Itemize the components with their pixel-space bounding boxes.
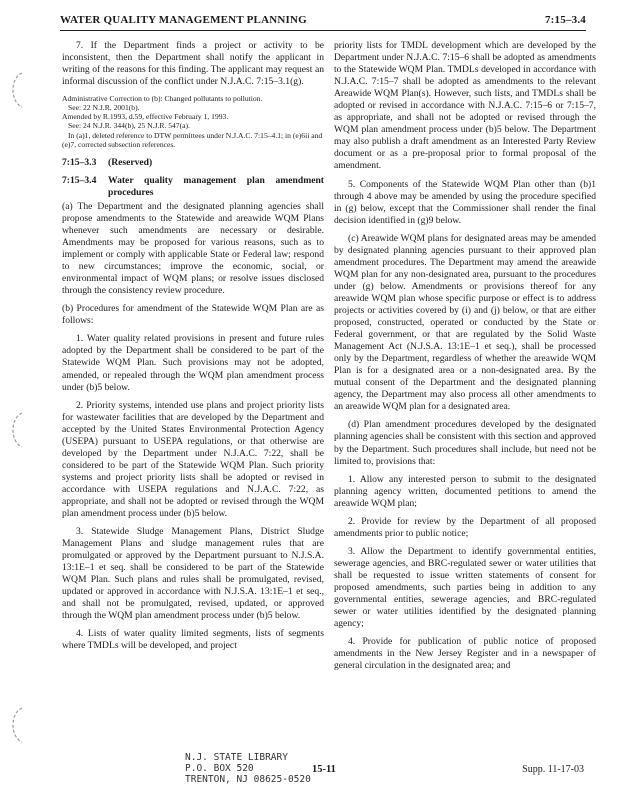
paragraph-d3: 3. Allow the Department to identify governmental entities, sewerage agencies, and BRC-regulated sewer or water utilities that shall be requested to issue written statements of consent for proposed amendments, such parties being in addition to any governmental entities, sewerage agencies, and BRC-regulated sewer or water utilities identified by the designated planning agency; bbox=[334, 545, 596, 630]
header-title: WATER QUALITY MANAGEMENT PLANNING bbox=[60, 14, 307, 26]
history-note: See: 22 N.J.R. 2001(b). bbox=[68, 103, 140, 113]
page-number: 15-11 bbox=[312, 764, 336, 775]
paragraph-b2: 2. Priority systems, intended use plans and project priority lists for wastewater facilities that are developed by the Department and accepted by the United States Environmental Protection Agency (USEPA) pursuant to USEPA regulations, or that otherwise are developed by the Department under N.J.A.C. 7:22, shall be considered to be part of the Statewide WQM Plan. Such priority systems and project priority lists shall be adopted or revised in accordance with USEPA regulations and N.J.A.C. 7:22, as appropriate, and shall not be adopted or revised through the WQM plan amendment process under (b)5 below. bbox=[62, 399, 324, 520]
paragraph-d: (d) Plan amendment procedures developed by the designated planning agencies shall be consistent with this section and approved by the Department. Such procedures shall include, but need not be limited to, provisions that: bbox=[334, 419, 596, 467]
binder-hole-mark bbox=[6, 705, 28, 745]
history-note: See: 24 N.J.R. 344(b), 25 N.J.R. 547(a). bbox=[68, 121, 190, 131]
paragraph-d4: 4. Provide for publication of public notice of proposed amendments in the New Jersey Register and in a newspaper of general circulation in the designated area; and bbox=[334, 636, 596, 672]
paragraph-b1: 1. Water quality related provisions in present and future rules adopted by the Department shall be considered to be part of the Statewide WQM Plan. Such provisions may not be adopted, amended, or repealed through the WQM plan amendment process under (b)5 below. bbox=[62, 333, 324, 393]
left-column bbox=[62, 40, 324, 659]
section-heading-3-3: 7:15–3.3 (Reserved) bbox=[62, 156, 153, 168]
paragraph-b4: 4. Lists of water quality limited segments, lists of segments where TMDLs will be developed, and project bbox=[62, 628, 324, 652]
section-heading-3-4: 7:15–3.4 Water quality management plan amendment procedures bbox=[62, 174, 324, 198]
page-footer bbox=[0, 752, 618, 792]
binder-hole-mark bbox=[6, 410, 28, 450]
history-note: Amended by R.1993, d.59, effective February 1, 1993. bbox=[62, 112, 229, 122]
paragraph-a: (a) The Department and the designated planning agencies shall propose amendments to the Statewide and areawide WQM Plans whenever such amendments are necessary or desirable. Amendments may be proposed for various reasons, such as to implement or comply with applicable State or Federal law; respond to new circumstances; improve the economic, social, or environmental impact of WQM plans; or resolve issues disclosed through the consistency review procedure. bbox=[62, 200, 324, 297]
paragraph-d2: 2. Provide for review by the Department of all proposed amendments prior to public notice; bbox=[334, 515, 596, 539]
right-column bbox=[334, 40, 596, 678]
binder-hole-mark bbox=[6, 70, 28, 110]
paragraph-b: (b) Procedures for amendment of the Statewide WQM Plan are as follows: bbox=[62, 303, 324, 327]
running-header bbox=[60, 12, 586, 31]
supplement-date: Supp. 11-17-03 bbox=[522, 764, 584, 775]
history-note: In (a)1, deleted reference to DTW permittees under N.J.A.C. 7:15–4.1; in (e)6ii and (e)7, corrected subsection references. bbox=[62, 130, 323, 149]
history-note: Administrative Correction to (b): Changed pollutants to pollution. bbox=[62, 94, 263, 104]
paragraph-c: (c) Areawide WQM plans for designated areas may be amended by designated planning agencies pursuant to their approved plan amendment procedures. The Department may amend the areawide WQM plan for any non-designated area, pursuant to the procedures under (g) below. Amendments or provisions thereof for any areawide WQM plan whose specific purpose or effect is to address projects or activities covered by (i) and (j) below, or that are either proposed, constructed, operated or conducted by the State or Federal government, or that are regulated by the Solid Waste Management Act (N.J.S.A. 13:1E–1 et seq.), shall be processed only by the Department, regardless of whether the areawide WQM Plan is for a designated area or a non-designated area. By the mutual consent of the Department and the designated planning agency, the Department may also process all other amendments to an areawide WQM plan for a designated area. bbox=[334, 232, 596, 413]
paragraph-b5: 5. Components of the Statewide WQM Plan other than (b)1 through 4 above may be amended by using the procedure specified in (g) below, except that the Commissioner shall render the final decision identified in (g)9 below. bbox=[334, 178, 596, 226]
library-stamp: N.J. STATE LIBRARY P.O. BOX 520 TRENTON, NJ 08625-0520 bbox=[185, 752, 311, 785]
paragraph-d1: 1. Allow any interested person to submit to the designated planning agency written, documented petitions to amend the areawide WQM plan; bbox=[334, 473, 596, 509]
paragraph-b3: 3. Statewide Sludge Management Plans, District Sludge Management Plans and sludge management rules that are promulgated or approved by the Department pursuant to N.J.S.A. 13:1E–1 et seq. shall be considered to be part of the Statewide WQM Plan. Such plans and rules shall be promulgated, revised, updated or approved in accordance with N.J.S.A. 13:1E–1 et seq., and shall not be promulgated, revised, updated, or approved through the WQM plan amendment process under (b)5 below. bbox=[62, 526, 324, 622]
header-section: 7:15–3.4 bbox=[544, 14, 586, 26]
paragraph-7: 7. If the Department finds a project or activity to be inconsistent, then the Department shall notify the applicant in writing of the reasons for this finding. The applicant may request an informal discussion of the conflict under N.J.A.C. 7:15–3.1(g). bbox=[62, 40, 324, 88]
paragraph-b4-cont: priority lists for TMDL development which are developed by the Department under N.J.A.C. 7:15–6 shall be adopted as amendments to the Statewide WQM Plan. TMDLs developed in accordance with N.J.A.C. 7:15–7 shall be adopted as amendments to the relevant Areawide WQM Plan(s). However, such lists, and TMDLs shall be adopted or revised in accordance with N.J.A.C. 7:15–6 or 7:15–7, as appropriate, and shall not be adopted or revised through the WQM plan amendment process under (b)5 below. The Department may also publish a draft amendment as an Interested Party Review document or as a pre-proposal prior to formal proposal of the amendment. bbox=[334, 40, 596, 172]
